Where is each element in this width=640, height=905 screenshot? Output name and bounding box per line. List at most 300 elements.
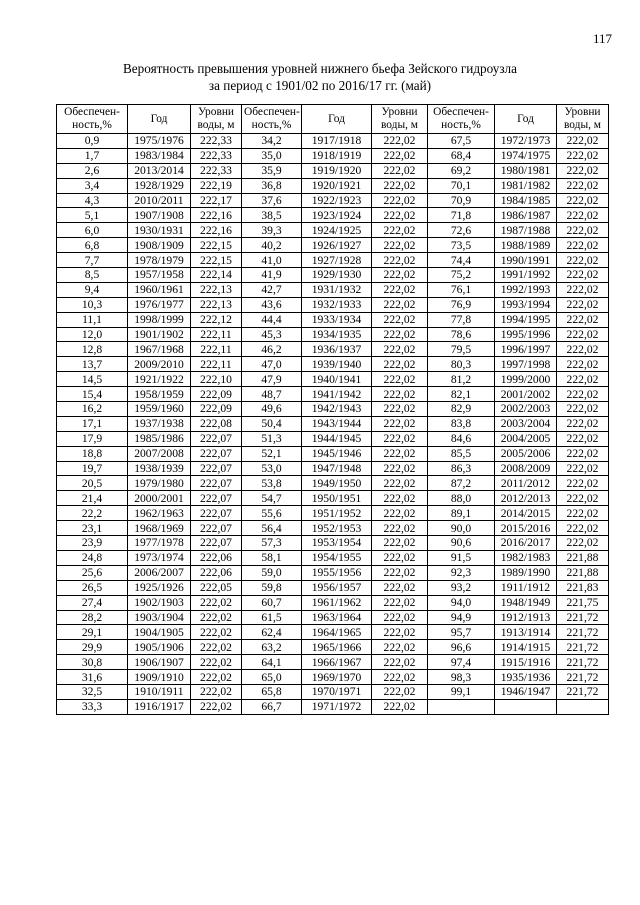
table-cell: 1971/1972 — [302, 699, 372, 714]
table-cell: 50,4 — [242, 416, 302, 431]
table-cell: 9,4 — [57, 282, 128, 297]
table-cell: 2014/2015 — [495, 506, 557, 521]
table-cell: 222,07 — [191, 536, 242, 551]
table-cell: 61,5 — [242, 610, 302, 625]
table-cell: 58,1 — [242, 550, 302, 565]
table-cell: 1921/1922 — [128, 372, 191, 387]
table-cell: 21,4 — [57, 491, 128, 506]
table-cell: 1912/1913 — [495, 610, 557, 625]
table-cell: 2004/2005 — [495, 431, 557, 446]
table-cell: 222,02 — [372, 506, 428, 521]
table-cell: 222,02 — [372, 253, 428, 268]
table-cell: 1980/1981 — [495, 163, 557, 178]
table-cell: 222,02 — [557, 416, 609, 431]
table-cell: 1942/1943 — [302, 402, 372, 417]
table-cell: 1967/1968 — [128, 342, 191, 357]
table-cell: 12,8 — [57, 342, 128, 357]
table-row — [57, 655, 609, 670]
table-cell: 222,02 — [372, 238, 428, 253]
table-cell: 53,8 — [242, 476, 302, 491]
table-cell: 221,72 — [557, 625, 609, 640]
table-cell: 51,3 — [242, 431, 302, 446]
table-cell: 70,9 — [428, 193, 495, 208]
table-row — [57, 521, 609, 536]
table-cell: 221,72 — [557, 655, 609, 670]
table-cell: 1934/1935 — [302, 327, 372, 342]
table-cell: 3,4 — [57, 178, 128, 193]
table-cell: 1937/1938 — [128, 416, 191, 431]
table-cell: 67,5 — [428, 134, 495, 149]
header-cell: Уровни воды, м — [372, 105, 428, 134]
table-cell: 222,02 — [372, 163, 428, 178]
table-cell: 222,14 — [191, 268, 242, 283]
table-cell: 222,02 — [372, 491, 428, 506]
table-cell: 222,02 — [557, 431, 609, 446]
table-cell: 1950/1951 — [302, 491, 372, 506]
table-row — [57, 640, 609, 655]
table-cell: 1915/1916 — [495, 655, 557, 670]
table-body — [57, 134, 609, 715]
table-cell: 86,3 — [428, 461, 495, 476]
table-cell: 1919/1920 — [302, 163, 372, 178]
table-cell: 222,02 — [557, 312, 609, 327]
table-cell: 1978/1979 — [128, 253, 191, 268]
table-cell: 1914/1915 — [495, 640, 557, 655]
table-cell: 222,02 — [191, 699, 242, 714]
table-cell: 221,72 — [557, 684, 609, 699]
table-cell: 20,5 — [57, 476, 128, 491]
table-cell: 1960/1961 — [128, 282, 191, 297]
table-cell: 222,02 — [557, 476, 609, 491]
table-cell: 222,02 — [557, 446, 609, 461]
table-cell: 23,1 — [57, 521, 128, 536]
table-cell: 222,02 — [372, 431, 428, 446]
table-cell: 1948/1949 — [495, 595, 557, 610]
table-row — [57, 625, 609, 640]
table-cell: 1922/1923 — [302, 193, 372, 208]
table-cell: 72,6 — [428, 223, 495, 238]
table-cell: 1903/1904 — [128, 610, 191, 625]
table-cell: 2013/2014 — [128, 163, 191, 178]
table-cell: 1920/1921 — [302, 178, 372, 193]
table-cell: 1985/1986 — [128, 431, 191, 446]
table-cell: 222,11 — [191, 342, 242, 357]
table-cell: 222,02 — [372, 595, 428, 610]
table-cell: 222,02 — [372, 282, 428, 297]
table-row — [57, 268, 609, 283]
table-cell: 77,8 — [428, 312, 495, 327]
table-cell: 92,3 — [428, 565, 495, 580]
table-cell: 16,2 — [57, 402, 128, 417]
header-cell: Год — [302, 105, 372, 134]
table-cell: 23,9 — [57, 536, 128, 551]
table-cell: 1972/1973 — [495, 134, 557, 149]
table-cell: 222,02 — [372, 372, 428, 387]
table-cell: 1902/1903 — [128, 595, 191, 610]
table-cell: 222,02 — [557, 238, 609, 253]
table-cell: 38,5 — [242, 208, 302, 223]
table-cell: 1945/1946 — [302, 446, 372, 461]
header-cell: Год — [495, 105, 557, 134]
table-cell: 222,07 — [191, 476, 242, 491]
table-cell: 98,3 — [428, 670, 495, 685]
table-cell: 17,1 — [57, 416, 128, 431]
table-cell: 35,9 — [242, 163, 302, 178]
table-cell: 1977/1978 — [128, 536, 191, 551]
table-cell: 221,72 — [557, 640, 609, 655]
table-cell: 222,33 — [191, 163, 242, 178]
table-cell: 1992/1993 — [495, 282, 557, 297]
header-cell: Обеспечен-ность,% — [428, 105, 495, 134]
table-cell: 93,2 — [428, 580, 495, 595]
table-cell: 1964/1965 — [302, 625, 372, 640]
table-cell: 1907/1908 — [128, 208, 191, 223]
table-cell: 1927/1928 — [302, 253, 372, 268]
table-cell: 26,5 — [57, 580, 128, 595]
table-cell: 222,02 — [557, 491, 609, 506]
table-cell: 222,02 — [191, 684, 242, 699]
table-cell: 1906/1907 — [128, 655, 191, 670]
table-cell: 6,8 — [57, 238, 128, 253]
table-cell: 52,1 — [242, 446, 302, 461]
table-cell: 1946/1947 — [495, 684, 557, 699]
table-cell: 1918/1919 — [302, 148, 372, 163]
table-row — [57, 297, 609, 312]
table-cell: 2005/2006 — [495, 446, 557, 461]
table-cell: 222,02 — [191, 670, 242, 685]
table-cell: 18,8 — [57, 446, 128, 461]
table-cell: 32,5 — [57, 684, 128, 699]
table-cell: 1962/1963 — [128, 506, 191, 521]
table-cell: 1979/1980 — [128, 476, 191, 491]
table-cell: 11,1 — [57, 312, 128, 327]
table-cell: 2012/2013 — [495, 491, 557, 506]
table-cell: 1951/1952 — [302, 506, 372, 521]
table-cell: 222,02 — [557, 402, 609, 417]
table-cell: 222,02 — [557, 342, 609, 357]
table-cell: 222,02 — [372, 387, 428, 402]
table-cell: 222,02 — [557, 208, 609, 223]
table-cell: 39,3 — [242, 223, 302, 238]
table-row — [57, 536, 609, 551]
table-cell: 56,4 — [242, 521, 302, 536]
table-cell: 222,02 — [372, 268, 428, 283]
table-cell — [428, 699, 495, 714]
table-cell: 53,0 — [242, 461, 302, 476]
table-cell: 1981/1982 — [495, 178, 557, 193]
table-row — [57, 565, 609, 580]
table-row — [57, 387, 609, 402]
table-row — [57, 312, 609, 327]
table-cell: 222,02 — [557, 134, 609, 149]
table-row — [57, 610, 609, 625]
table-cell: 99,1 — [428, 684, 495, 699]
table-cell: 1901/1902 — [128, 327, 191, 342]
table-cell: 15,4 — [57, 387, 128, 402]
table-cell: 222,02 — [372, 312, 428, 327]
table-cell: 1998/1999 — [128, 312, 191, 327]
table-cell: 81,2 — [428, 372, 495, 387]
table-row — [57, 446, 609, 461]
table-cell: 222,15 — [191, 253, 242, 268]
table-cell: 87,2 — [428, 476, 495, 491]
table-cell: 222,06 — [191, 565, 242, 580]
table-cell: 1959/1960 — [128, 402, 191, 417]
table-cell: 222,33 — [191, 148, 242, 163]
table-cell: 222,02 — [557, 148, 609, 163]
table-cell: 27,4 — [57, 595, 128, 610]
table-cell: 2002/2003 — [495, 402, 557, 417]
table-cell: 222,02 — [372, 297, 428, 312]
table-cell: 1916/1917 — [128, 699, 191, 714]
table-cell: 45,3 — [242, 327, 302, 342]
table-cell: 1926/1927 — [302, 238, 372, 253]
table-cell: 70,1 — [428, 178, 495, 193]
table-cell: 1983/1984 — [128, 148, 191, 163]
table-cell: 221,83 — [557, 580, 609, 595]
table-cell: 222,02 — [372, 193, 428, 208]
table-cell: 222,02 — [372, 476, 428, 491]
table-row — [57, 208, 609, 223]
table-cell: 24,8 — [57, 550, 128, 565]
table-cell: 76,1 — [428, 282, 495, 297]
table-header-row — [57, 105, 609, 134]
table-cell: 59,8 — [242, 580, 302, 595]
table-cell: 222,13 — [191, 297, 242, 312]
table-cell: 22,2 — [57, 506, 128, 521]
table-cell: 57,3 — [242, 536, 302, 551]
table-cell: 74,4 — [428, 253, 495, 268]
table-cell: 222,02 — [557, 506, 609, 521]
table-row — [57, 550, 609, 565]
table-cell: 1936/1937 — [302, 342, 372, 357]
table-cell: 2007/2008 — [128, 446, 191, 461]
table-cell: 1,7 — [57, 148, 128, 163]
table-row — [57, 223, 609, 238]
table-cell: 82,1 — [428, 387, 495, 402]
table-row — [57, 684, 609, 699]
table-cell: 1904/1905 — [128, 625, 191, 640]
table-cell: 222,08 — [191, 416, 242, 431]
table-cell: 85,5 — [428, 446, 495, 461]
table-cell: 25,6 — [57, 565, 128, 580]
table-cell: 12,0 — [57, 327, 128, 342]
table-cell: 222,02 — [372, 327, 428, 342]
table-cell: 222,17 — [191, 193, 242, 208]
table-cell: 1957/1958 — [128, 268, 191, 283]
table-cell: 1908/1909 — [128, 238, 191, 253]
table-cell: 2009/2010 — [128, 357, 191, 372]
table-cell: 1940/1941 — [302, 372, 372, 387]
table-cell: 90,6 — [428, 536, 495, 551]
table-cell: 34,2 — [242, 134, 302, 149]
table-cell: 28,2 — [57, 610, 128, 625]
table-cell: 222,11 — [191, 327, 242, 342]
table-cell: 97,4 — [428, 655, 495, 670]
table-cell: 1994/1995 — [495, 312, 557, 327]
table-cell: 1976/1977 — [128, 297, 191, 312]
table-cell: 222,02 — [557, 461, 609, 476]
table-cell: 222,02 — [372, 536, 428, 551]
table-cell: 222,06 — [191, 550, 242, 565]
table-cell: 222,02 — [372, 402, 428, 417]
header-cell: Уровни воды, м — [557, 105, 609, 134]
table-cell: 4,3 — [57, 193, 128, 208]
table-cell: 65,8 — [242, 684, 302, 699]
table-cell: 222,02 — [557, 163, 609, 178]
table-cell: 222,02 — [557, 297, 609, 312]
table-cell: 222,02 — [557, 387, 609, 402]
table-cell: 222,15 — [191, 238, 242, 253]
table-cell: 8,5 — [57, 268, 128, 283]
table-row — [57, 699, 609, 714]
table-cell: 222,02 — [557, 193, 609, 208]
table-cell: 1913/1914 — [495, 625, 557, 640]
table-cell: 89,1 — [428, 506, 495, 521]
table-cell: 1986/1987 — [495, 208, 557, 223]
table-cell: 30,8 — [57, 655, 128, 670]
page-title — [0, 60, 640, 94]
table-cell: 222,16 — [191, 223, 242, 238]
table-cell: 222,02 — [191, 625, 242, 640]
table-cell: 1933/1934 — [302, 312, 372, 327]
table-cell: 222,02 — [191, 640, 242, 655]
table-cell: 1982/1983 — [495, 550, 557, 565]
table-cell: 222,02 — [372, 610, 428, 625]
table-cell: 95,7 — [428, 625, 495, 640]
table-cell: 1932/1933 — [302, 297, 372, 312]
table-row — [57, 402, 609, 417]
table-cell: 1963/1964 — [302, 610, 372, 625]
table-cell: 1974/1975 — [495, 148, 557, 163]
table-cell: 17,9 — [57, 431, 128, 446]
header-cell: Уровни воды, м — [191, 105, 242, 134]
table-cell: 44,4 — [242, 312, 302, 327]
table-row — [57, 178, 609, 193]
table-cell: 82,9 — [428, 402, 495, 417]
table-cell: 2010/2011 — [128, 193, 191, 208]
table-cell: 7,7 — [57, 253, 128, 268]
table-cell: 40,2 — [242, 238, 302, 253]
table-cell: 1993/1994 — [495, 297, 557, 312]
table-cell: 1966/1967 — [302, 655, 372, 670]
table-row — [57, 506, 609, 521]
table-cell: 47,9 — [242, 372, 302, 387]
table-cell: 1938/1939 — [128, 461, 191, 476]
table-cell: 1990/1991 — [495, 253, 557, 268]
table-cell: 222,05 — [191, 580, 242, 595]
table-row — [57, 193, 609, 208]
table-cell: 1935/1936 — [495, 670, 557, 685]
table-cell: 222,02 — [372, 446, 428, 461]
table-cell: 1905/1906 — [128, 640, 191, 655]
table-cell: 2011/2012 — [495, 476, 557, 491]
table-cell: 222,02 — [372, 357, 428, 372]
table-cell: 1917/1918 — [302, 134, 372, 149]
table-cell: 222,02 — [557, 268, 609, 283]
table-cell: 1925/1926 — [128, 580, 191, 595]
table-cell: 1947/1948 — [302, 461, 372, 476]
table-cell: 222,02 — [372, 580, 428, 595]
table-cell: 84,6 — [428, 431, 495, 446]
table-cell: 19,7 — [57, 461, 128, 476]
table-cell: 222,02 — [372, 625, 428, 640]
table-cell: 1941/1942 — [302, 387, 372, 402]
header-cell: Обеспечен-ность,% — [242, 105, 302, 134]
table-cell: 222,11 — [191, 357, 242, 372]
table-cell: 2006/2007 — [128, 565, 191, 580]
table-cell: 78,6 — [428, 327, 495, 342]
table-cell — [495, 699, 557, 714]
table-row — [57, 238, 609, 253]
table-cell: 1956/1957 — [302, 580, 372, 595]
table-cell: 222,02 — [372, 416, 428, 431]
table-cell: 1968/1969 — [128, 521, 191, 536]
table-cell: 94,9 — [428, 610, 495, 625]
table-cell: 222,02 — [372, 684, 428, 699]
table-cell: 222,02 — [372, 521, 428, 536]
table-cell: 64,1 — [242, 655, 302, 670]
header-cell: Обеспечен-ность,% — [57, 105, 128, 134]
table-cell: 1911/1912 — [495, 580, 557, 595]
table-cell: 41,9 — [242, 268, 302, 283]
table-cell: 60,7 — [242, 595, 302, 610]
table-cell: 65,0 — [242, 670, 302, 685]
table-cell: 221,72 — [557, 610, 609, 625]
table-cell: 71,8 — [428, 208, 495, 223]
table-cell: 222,02 — [372, 655, 428, 670]
table-cell: 221,88 — [557, 565, 609, 580]
table-cell: 222,02 — [372, 670, 428, 685]
table-cell: 222,02 — [372, 178, 428, 193]
table-cell: 76,9 — [428, 297, 495, 312]
table-cell: 1949/1950 — [302, 476, 372, 491]
table-cell: 1999/2000 — [495, 372, 557, 387]
table-cell: 221,72 — [557, 670, 609, 685]
table-cell: 222,02 — [372, 148, 428, 163]
table-cell: 222,02 — [191, 610, 242, 625]
table-cell: 54,7 — [242, 491, 302, 506]
table-cell: 73,5 — [428, 238, 495, 253]
table-cell: 1995/1996 — [495, 327, 557, 342]
table-cell: 1924/1925 — [302, 223, 372, 238]
table-row — [57, 372, 609, 387]
table-cell: 79,5 — [428, 342, 495, 357]
table-cell: 222,02 — [372, 565, 428, 580]
table-cell: 83,8 — [428, 416, 495, 431]
table-cell: 222,02 — [372, 134, 428, 149]
table-cell: 36,8 — [242, 178, 302, 193]
table-cell: 222,02 — [557, 357, 609, 372]
table-cell: 222,07 — [191, 431, 242, 446]
table-cell: 1939/1940 — [302, 357, 372, 372]
table-cell: 222,02 — [372, 461, 428, 476]
table-cell — [557, 699, 609, 714]
table-cell: 88,0 — [428, 491, 495, 506]
table-cell: 222,07 — [191, 506, 242, 521]
table-row — [57, 580, 609, 595]
table-row — [57, 491, 609, 506]
table-row — [57, 416, 609, 431]
table-cell: 1955/1956 — [302, 565, 372, 580]
table-cell: 41,0 — [242, 253, 302, 268]
table-cell: 31,6 — [57, 670, 128, 685]
table-cell: 1930/1931 — [128, 223, 191, 238]
table-cell: 94,0 — [428, 595, 495, 610]
table-cell: 1975/1976 — [128, 134, 191, 149]
table-cell: 1984/1985 — [495, 193, 557, 208]
table-row — [57, 282, 609, 297]
